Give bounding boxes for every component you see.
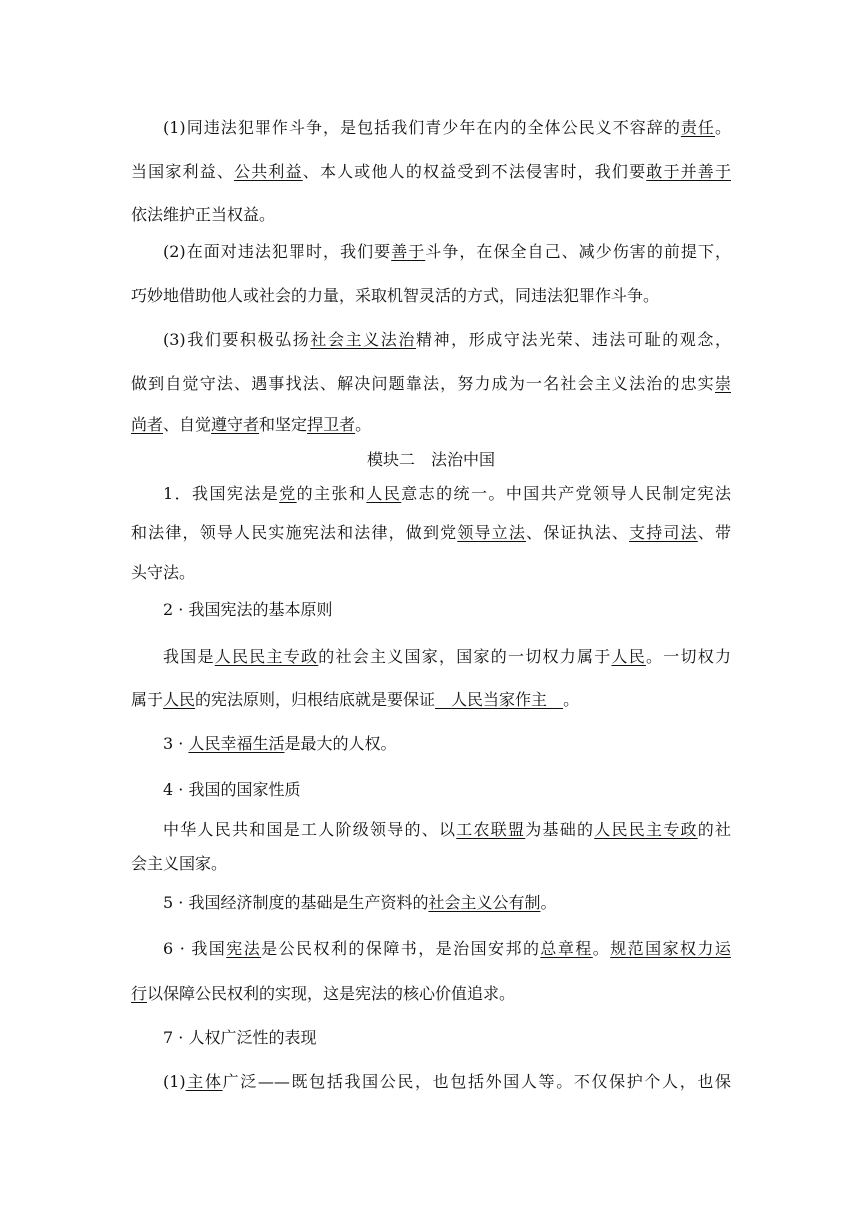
underlined-answer: 总章程 xyxy=(540,939,593,958)
item-2-line-2 xyxy=(131,689,731,711)
text: 3 · xyxy=(163,734,189,753)
underlined-answer: 人民民主专政 xyxy=(214,647,319,666)
text: 、带 xyxy=(697,523,731,542)
text: 、保证执法、 xyxy=(526,523,630,542)
item-1-line-3: 头守法。 xyxy=(131,563,196,582)
underlined-answer: 人民 xyxy=(163,690,196,709)
item-2-line-1 xyxy=(131,646,731,668)
text: 斗争，在保全自己、减少伤害的前提下， xyxy=(425,242,731,261)
text: 。 xyxy=(714,118,731,137)
text: 我国是 xyxy=(163,647,215,666)
item-1-line-2 xyxy=(131,522,731,544)
item-5-line-1 xyxy=(131,892,731,914)
underlined-answer: 人民民主专政 xyxy=(594,820,698,839)
text: 5 · 我国经济制度的基础是生产资料的 xyxy=(163,893,429,912)
underlined-answer: 尚者 xyxy=(131,415,164,434)
text: 的主张和 xyxy=(296,484,367,503)
underlined-answer: 宪法 xyxy=(226,939,262,958)
underlined-answer: 行 xyxy=(131,984,148,1003)
item-6-line-2 xyxy=(131,983,731,1005)
text: (2)在面对违法犯罪时，我们要 xyxy=(163,242,392,261)
underlined-answer: 党 xyxy=(279,484,297,503)
paragraph-1-line-1 xyxy=(131,117,731,139)
paragraph-3-line-1 xyxy=(131,329,731,351)
text: 的宪法原则，归根结底就是要保证 xyxy=(195,690,436,709)
text: 6 · 我国 xyxy=(163,939,227,958)
text: 。一切权力 xyxy=(645,647,731,666)
item-3-line-1 xyxy=(131,733,731,755)
underlined-answer: 人民 xyxy=(611,647,646,666)
underlined-answer: 人民 xyxy=(366,484,402,503)
paragraph-3-line-2 xyxy=(131,373,731,395)
underlined-answer: 责任 xyxy=(680,118,715,137)
paragraph-2-line-1 xyxy=(131,241,731,263)
underlined-answer: 社会主义法治 xyxy=(310,330,416,349)
text: 和法律，领导人民实施宪法和法律，做到党 xyxy=(131,523,458,542)
text: 广泛——既包括我国公民，也包括外国人等。不仅保护个人，也保 xyxy=(222,1072,731,1091)
underlined-answer: 规范国家权力运 xyxy=(610,939,731,958)
paragraph-1-line-3: 依法维护正当权益。 xyxy=(131,205,276,224)
text: 、本人或他人的权益受到不法侵害时，我们要 xyxy=(302,162,647,181)
paragraph-1-line-2 xyxy=(131,161,731,183)
underlined-answer: 主体 xyxy=(185,1072,223,1091)
text: 意志的统一。中国共产党领导人民制定宪法 xyxy=(401,484,731,503)
text: 精神，形成守法光荣、违法可耻的观念， xyxy=(415,330,731,349)
underlined-answer: 社会主义公有制 xyxy=(428,893,541,912)
paragraph-2-line-2: 巧妙地借助他人或社会的力量，采取机智灵活的方式，同违法犯罪作斗争。 xyxy=(131,286,660,305)
text: 的社 xyxy=(697,820,731,839)
text: 的社会主义国家，国家的一切权力属于 xyxy=(318,647,612,666)
underlined-answer: 人民当家作主 xyxy=(435,690,564,709)
item-4-line-2: 会主义国家。 xyxy=(131,854,228,873)
item-1-line-1 xyxy=(131,483,731,505)
text: (1)同违法犯罪作斗争，是包括我们青少年在内的全体公民义不容辞的 xyxy=(163,118,681,137)
text: 。 xyxy=(563,690,580,709)
text: 当国家利益、 xyxy=(131,162,235,181)
underlined-answer: 敢于并善于 xyxy=(646,162,731,181)
text: 。 xyxy=(540,893,557,912)
text: 和坚定 xyxy=(259,415,308,434)
module-title: 模块二 法治中国 xyxy=(366,450,495,469)
underlined-answer: 善于 xyxy=(391,242,426,261)
item-2-heading: 2 · 我国宪法的基本原则 xyxy=(163,600,333,619)
item-7-heading: 7 · 人权广泛性的表现 xyxy=(163,1028,317,1047)
underlined-answer: 工农联盟 xyxy=(456,820,526,839)
underlined-answer: 人民幸福生活 xyxy=(188,734,285,753)
paragraph-3-line-3 xyxy=(131,414,731,436)
item-6-line-1 xyxy=(131,938,731,960)
underlined-answer: 领导立法 xyxy=(457,523,527,542)
text: 。 xyxy=(355,415,372,434)
text: 1．我国宪法是 xyxy=(163,484,280,503)
text: 属于 xyxy=(131,690,164,709)
text: 是最大的人权。 xyxy=(284,734,397,753)
underlined-answer: 崇 xyxy=(714,374,731,393)
text: 中华人民共和国是工人阶级领导的、以 xyxy=(163,820,457,839)
text: 、自觉 xyxy=(163,415,212,434)
text: 是公民权利的保障书，是治国安邦的 xyxy=(261,939,541,958)
underlined-answer: 公共利益 xyxy=(234,162,303,181)
underlined-answer: 捍卫者 xyxy=(307,415,356,434)
item-7-line-1 xyxy=(131,1071,731,1093)
underlined-answer: 遵守者 xyxy=(211,415,260,434)
item-4-heading: 4 · 我国的国家性质 xyxy=(163,780,301,799)
text: 以保障公民权利的实现，这是宪法的核心价值追求。 xyxy=(147,984,516,1003)
text: 为基础的 xyxy=(525,820,595,839)
text: 。 xyxy=(592,939,611,958)
text: (3)我们要积极弘扬 xyxy=(163,330,311,349)
text: 做到自觉守法、遇事找法、解决问题靠法，努力成为一名社会主义法治的忠实 xyxy=(131,374,715,393)
underlined-answer: 支持司法 xyxy=(629,523,698,542)
text: (1) xyxy=(163,1072,186,1091)
item-4-line-1 xyxy=(131,819,731,841)
